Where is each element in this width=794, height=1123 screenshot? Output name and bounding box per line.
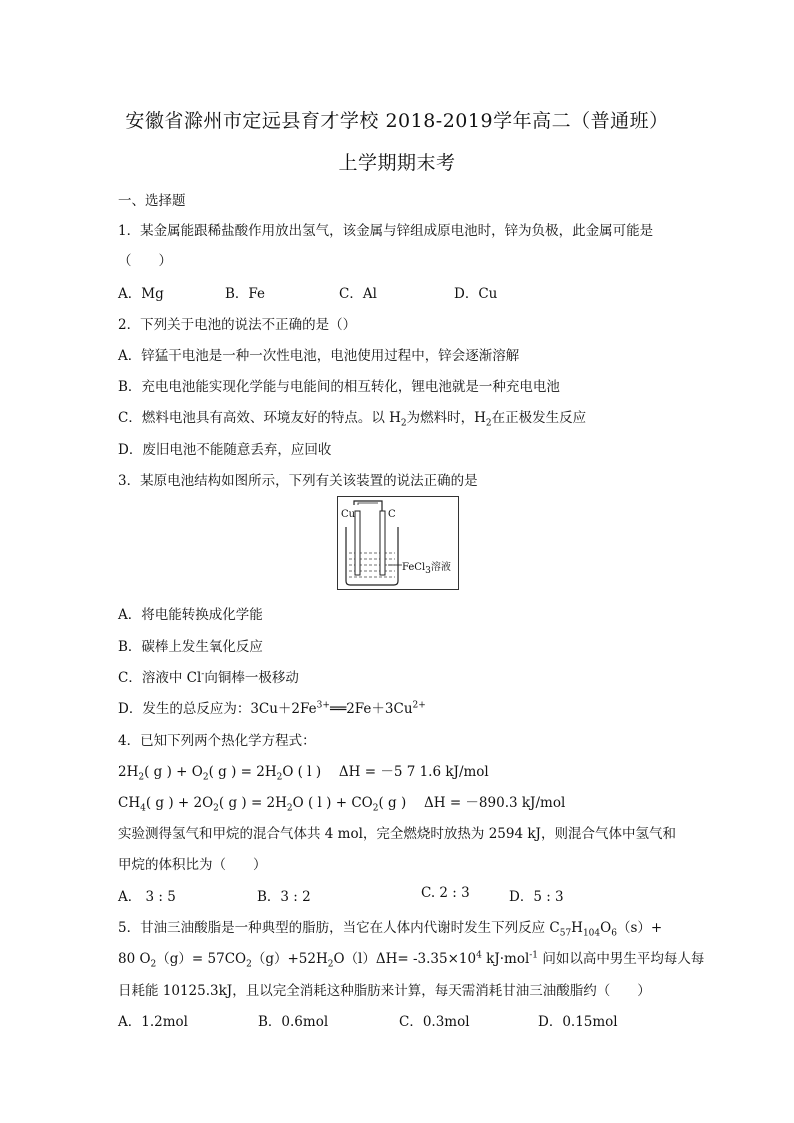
q1-stem: 1．某金属能跟稀盐酸作用放出氢气，该金属与锌组成原电池时，锌为负极，此金属可能是 <box>118 223 654 239</box>
q4-body-line2: 甲烷的体积比为（ ） <box>118 857 267 873</box>
q4-option-b: B．3 : 2 <box>257 889 311 905</box>
galvanic-cell-figure <box>337 496 459 590</box>
q1-option-c: C．Al <box>339 286 377 302</box>
q1-option-b: B．Fe <box>225 286 266 302</box>
q1-option-d: D．Cu <box>454 286 498 302</box>
q5-option-b: B．0.6mol <box>258 1014 329 1030</box>
q3-option-d: D．发生的总反应为：$3Cu+2Fe^{3+}══2Fe+3Cu^{2+}$ <box>118 700 426 717</box>
q5-option-c: C．0.3mol <box>399 1014 470 1030</box>
q1-bracket: （ ） <box>118 253 172 269</box>
q5-line3: 日耗能 10125.3kJ，且以完全消耗这种脂肪来计算，每天需消耗甘油三油酸脂约（ ） <box>118 983 651 999</box>
q4-option-c: C. 2 : 3 <box>421 885 470 901</box>
q4-equation-1: $2H_2$( g ) + $O_2$( g ) = $2H_2O$ ( l ) ΔH = －5 7 1.6 kJ/mol <box>118 764 489 783</box>
q5-line1: 5．甘油三油酸脂是一种典型的脂肪，当它在人体内代谢时发生下列反应 $C_{57}H_{104}O_6(s)+$ <box>118 920 663 939</box>
q2-stem: 2．下列关于电池的说法不正确的是（） <box>118 317 357 333</box>
q3-stem: 3．某原电池结构如图所示，下列有关该装置的说法正确的是 <box>118 473 478 489</box>
q5-option-a: A．1.2mol <box>118 1014 188 1030</box>
section-heading: 一、选择题 <box>118 193 186 209</box>
q4-option-d: D．5 : 3 <box>509 889 564 905</box>
q1-option-a: A．Mg <box>118 286 164 302</box>
q2-option-b: B．充电电池能实现化学能与电能间的相互转化，锂电池就是一种充电电池 <box>118 379 560 395</box>
exam-title-line1: 安徽省滁州市定远县育才学校 2018-2019学年高二（普通班） <box>125 110 669 132</box>
q3-option-a: A．将电能转换成化学能 <box>118 607 263 623</box>
q4-equation-2: $CH_4$( g ) + $2O_2$( g ) = $2H_2O$ ( l ) + $CO_2$( g ) ΔH = －890.3 kJ/mol <box>118 795 566 814</box>
exam-title-line2: 上学期期末考 <box>338 152 456 174</box>
q4-body-line1: 实验测得氢气和甲烷的混合气体共 4 mol，完全燃烧时放热为 2594 kJ，则混合气体中氢气和 <box>118 826 676 842</box>
q4-option-a: A． 3 : 5 <box>118 889 176 905</box>
carbon-electrode-label: C <box>388 509 396 520</box>
q2-option-a: A．锌猛干电池是一种一次性电池，电池使用过程中，锌会逐渐溶解 <box>118 348 520 364</box>
solution-label: FeCl$_3$溶液 <box>402 562 451 576</box>
q5-line2: 80 $O_2(g)= 57CO_2(g)+52H_2O(l)\Delta H= -3.35\times 10^4$ kJ·mol$^{-1}$ 问如以高中男生平均每人每 <box>118 950 705 970</box>
q4-stem: 4．已知下列两个热化学方程式： <box>118 733 316 749</box>
q2-option-d: D．废旧电池不能随意丢弃，应回收 <box>118 442 332 458</box>
copper-electrode-label: Cu <box>341 509 356 520</box>
q3-option-c: C．溶液中 Cl-向铜棒一极移动 <box>118 669 299 686</box>
q3-option-b: B．碳棒上发生氧化反应 <box>118 639 263 655</box>
q5-option-d: D．0.15mol <box>538 1014 618 1030</box>
q2-option-c: C．燃料电池具有高效、环境友好的特点。以 $H_2$为燃料时，$H_2$在正极发生反应 <box>118 410 587 429</box>
